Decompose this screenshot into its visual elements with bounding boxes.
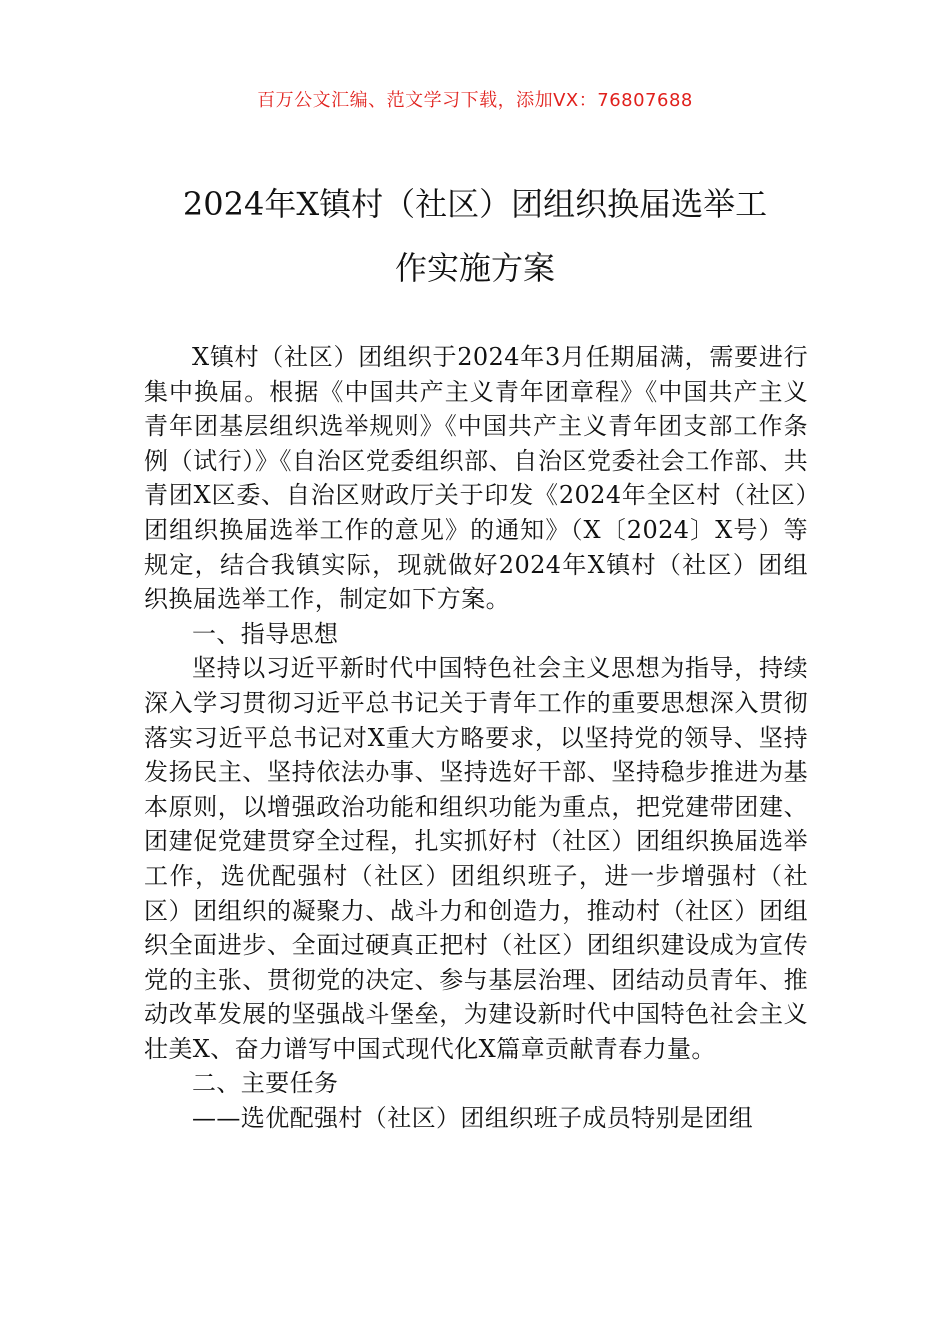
guiding-thought-paragraph: 坚持以习近平新时代中国特色社会主义思想为指导，持续深入学习贯彻习近平总书记关于青年工作的重要思想深入贯彻落实习近平总书记对X重大方略要求，以坚持党的领导、坚持发扬民主、坚持依法办事、坚持选好干部、坚持稳步推进为基本原则，以增强政治功能和组织功能为重点，把党建带团建、团建促党建贯穿全过程，扎实抓好村（社区）团组织换届选举工作，选优配强村（社区）团组织班子，进一步增强村（社区）团组织的凝聚力、战斗力和创造力，推动村（社区）团组织全面进步、全面过硬真正把村（社区）团组织建设成为宣传党的主张、贯彻党的决定、参与基层治理、团结动员青年、推动改革发展的坚强战斗堡垒，为建设新时代中国特色社会主义壮美X、奋力谱写中国式现代化X篇章贡献青春力量。: [144, 654, 808, 1063]
main-tasks-paragraph: ——选优配强村（社区）团组织班子成员特别是团组: [192, 1104, 754, 1133]
section-heading-main-tasks: 二、主要任务: [192, 1069, 339, 1098]
intro-paragraph: X镇村（社区）团组织于2024年3月任期届满，需要进行集中换届。根据《中国共产主义青年团章程》《中国共产主义青年团基层组织选举规则》《中国共产主义青年团支部工作条例（试行）》《自治区党委组织部、自治区党委社会工作部、共青团X区委、自治区财政厅关于印发《2024年全区村（社区）团组织换届选举工作的意见》的通知》（X〔2024〕X号）等规定，结合我镇实际，现就做好2024年X镇村（社区）团组织换届选举工作，制定如下方案。: [144, 343, 808, 614]
document-title-line-2: 作实施方案: [394, 249, 555, 287]
document-title-line-1: 2024年X镇村（社区）团组织换届选举工: [182, 185, 768, 223]
section-heading-guiding-thought: 一、指导思想: [192, 619, 339, 648]
document-body: [144, 340, 808, 1136]
header-watermark-note: 百万公文汇编、范文学习下载，添加VX：76807688: [257, 90, 693, 111]
document-title: [120, 172, 830, 300]
